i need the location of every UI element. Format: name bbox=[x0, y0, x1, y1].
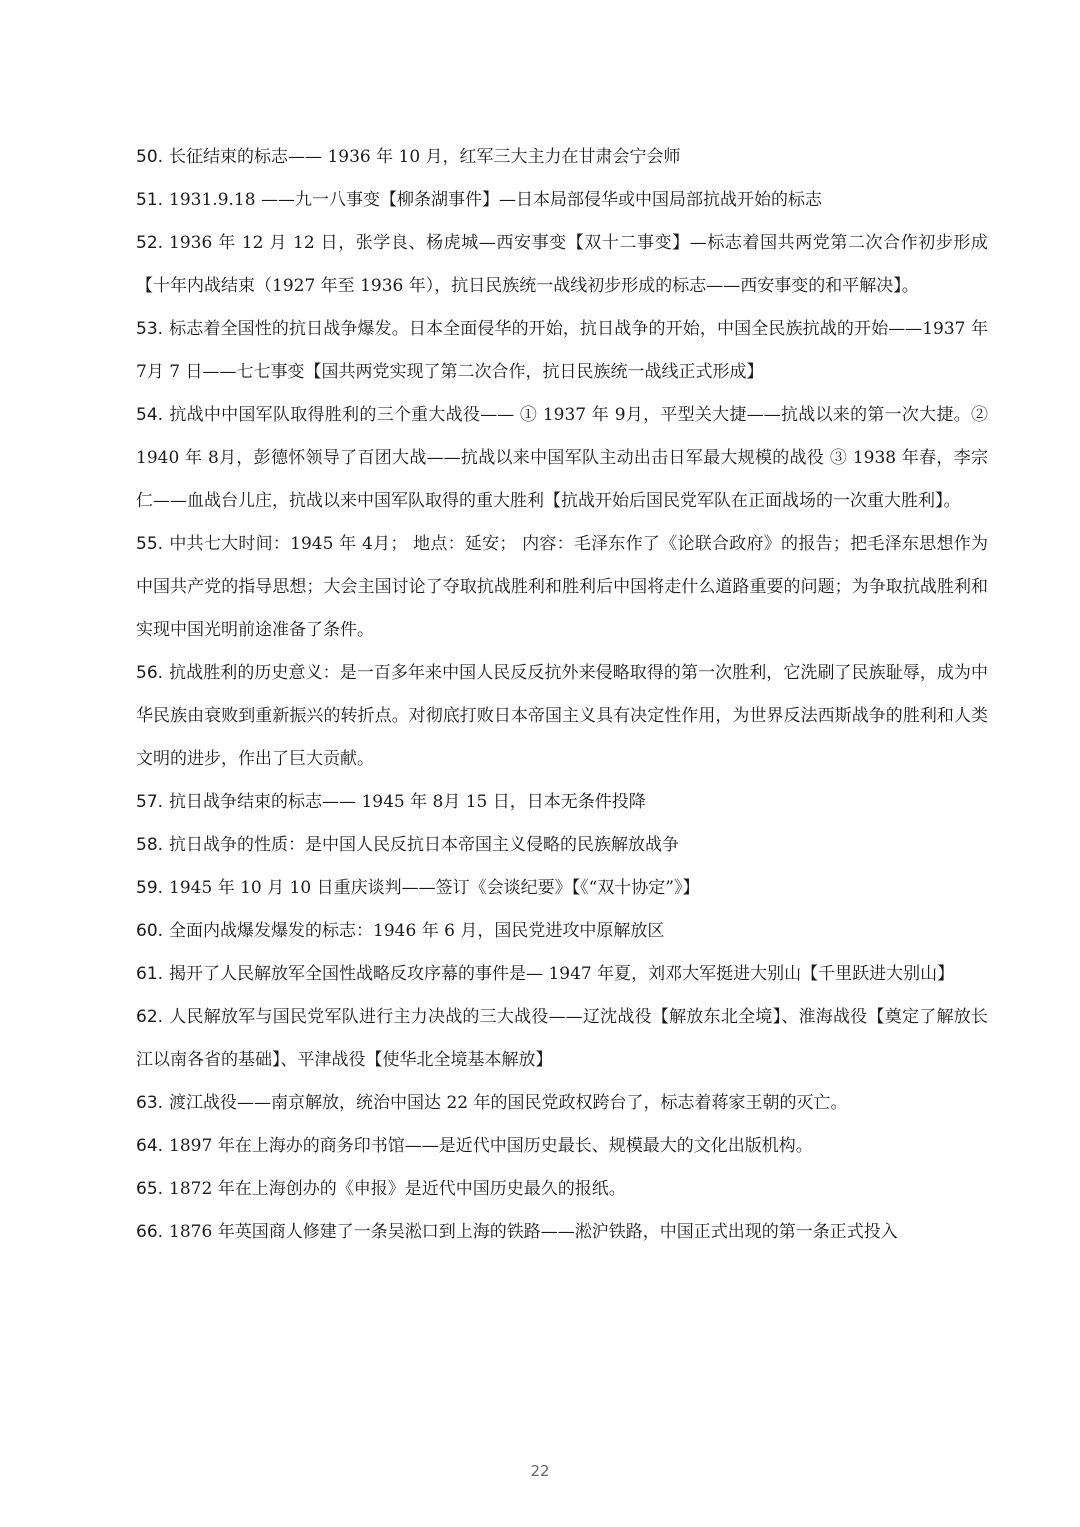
list-item-59 bbox=[136, 867, 988, 910]
item-number: 62. bbox=[136, 1007, 164, 1027]
list-item-53 bbox=[136, 308, 988, 394]
list-item-65 bbox=[136, 1168, 988, 1211]
item-text: 1936 年 12 月 12 日，张学良、杨虎城—西安事变【双十二事变】—标志着国共两党第二次合作初步形成【十年内战结束（1927 年至 1936 年），抗日民族统一战线初步形成的标志——西安事变的和平解决】。 bbox=[136, 233, 988, 296]
item-number: 53. bbox=[136, 319, 164, 339]
item-text: 长征结束的标志—— 1936 年 10 月，红军三大主力在甘肃会宁会师 bbox=[169, 147, 681, 167]
list-item-55 bbox=[136, 523, 988, 652]
item-text: 1931.9.18 ——九一八事变【柳条湖事件】—日本局部侵华或中国局部抗战开始的标志 bbox=[169, 190, 822, 210]
item-text: 1876 年英国商人修建了一条吴淞口到上海的铁路——淞沪铁路，中国正式出现的第一条正式投入 bbox=[169, 1222, 898, 1242]
list-item-50 bbox=[136, 136, 988, 179]
list-item-66 bbox=[136, 1211, 988, 1254]
item-number: 55. bbox=[136, 534, 164, 554]
item-text: 渡江战役——南京解放，统治中国达 22 年的国民党政权跨台了，标志着蒋家王朝的灭亡。 bbox=[169, 1093, 848, 1113]
item-number: 64. bbox=[136, 1136, 164, 1156]
document-body bbox=[136, 136, 988, 1254]
item-number: 51. bbox=[136, 190, 164, 210]
item-text: 抗日战争结束的标志—— 1945 年 8月 15 日，日本无条件投降 bbox=[169, 792, 646, 812]
item-text: 揭开了人民解放军全国性战略反攻序幕的事件是— 1947 年夏，刘邓大军挺进大别山【千里跃进大别山】 bbox=[169, 964, 955, 984]
item-number: 52. bbox=[136, 233, 164, 253]
list-item-62 bbox=[136, 996, 988, 1082]
item-number: 63. bbox=[136, 1093, 164, 1113]
item-text: 1897 年在上海办的商务印书馆——是近代中国历史最长、规模最大的文化出版机构。 bbox=[169, 1136, 813, 1156]
list-item-63 bbox=[136, 1082, 988, 1125]
list-item-60 bbox=[136, 910, 988, 953]
item-text: 标志着全国性的抗日战争爆发。日本全面侵华的开始，抗日战争的开始，中国全民族抗战的开始——1937 年 7月 7 日——七七事变【国共两党实现了第二次合作，抗日民族统一战线正式形成】 bbox=[136, 319, 988, 382]
item-number: 50. bbox=[136, 147, 164, 167]
item-number: 57. bbox=[136, 792, 164, 812]
item-text: 全面内战爆发爆发的标志：1946 年 6 月，国民党进攻中原解放区 bbox=[169, 921, 665, 941]
item-text: 抗日战争的性质：是中国人民反抗日本帝国主义侵略的民族解放战争 bbox=[169, 835, 680, 855]
list-item-51 bbox=[136, 179, 988, 222]
item-number: 65. bbox=[136, 1179, 164, 1199]
item-text: 人民解放军与国民党军队进行主力决战的三大战役——辽沈战役【解放东北全境】、淮海战役【奠定了解放长江以南各省的基础】、平津战役【使华北全境基本解放】 bbox=[136, 1007, 988, 1070]
item-number: 60. bbox=[136, 921, 164, 941]
item-number: 54. bbox=[136, 405, 164, 425]
page-number: 22 bbox=[530, 1462, 550, 1480]
list-item-64 bbox=[136, 1125, 988, 1168]
item-number: 61. bbox=[136, 964, 164, 984]
item-number: 59. bbox=[136, 878, 164, 898]
item-text: 抗战胜利的历史意义：是一百多年来中国人民反反抗外来侵略取得的第一次胜利，它洗刷了民族耻辱，成为中华民族由衰败到重新振兴的转折点。对彻底打败日本帝国主义具有决定性作用，为世界反法西斯战争的胜利和人类文明的进步，作出了巨大贡献。 bbox=[136, 663, 988, 769]
list-item-61 bbox=[136, 953, 988, 996]
item-number: 66. bbox=[136, 1222, 164, 1242]
list-item-58 bbox=[136, 824, 988, 867]
item-text: 抗战中中国军队取得胜利的三个重大战役—— ① 1937 年 9月，平型关大捷——抗战以来的第一次大捷。② 1940 年 8月，彭德怀领导了百团大战——抗战以来中国军队主动出击日军最大规模的战役 ③ 1938 年春，李宗仁——血战台儿庄，抗战以来中国军队取得的重大胜利【抗战开始后国民党军队在正面战场的一次重大胜利】。 bbox=[136, 405, 988, 511]
item-text: 1872 年在上海创办的《申报》是近代中国历史最久的报纸。 bbox=[169, 1179, 626, 1199]
list-item-52 bbox=[136, 222, 988, 308]
item-text: 1945 年 10 月 10 日重庆谈判——签订《会谈纪要》【《“双十协定”》】 bbox=[169, 878, 700, 898]
list-item-57 bbox=[136, 781, 988, 824]
item-number: 56. bbox=[136, 663, 164, 683]
item-text: 中共七大时间：1945 年 4月； 地点：延安； 内容：毛泽东作了《论联合政府》的报告；把毛泽东思想作为中国共产党的指导思想；大会主国讨论了夺取抗战胜利和胜利后中国将走什么道路重要的问题；为争取抗战胜利和实现中国光明前途准备了条件。 bbox=[136, 534, 988, 640]
item-number: 58. bbox=[136, 835, 164, 855]
list-item-54 bbox=[136, 394, 988, 523]
list-item-56 bbox=[136, 652, 988, 781]
